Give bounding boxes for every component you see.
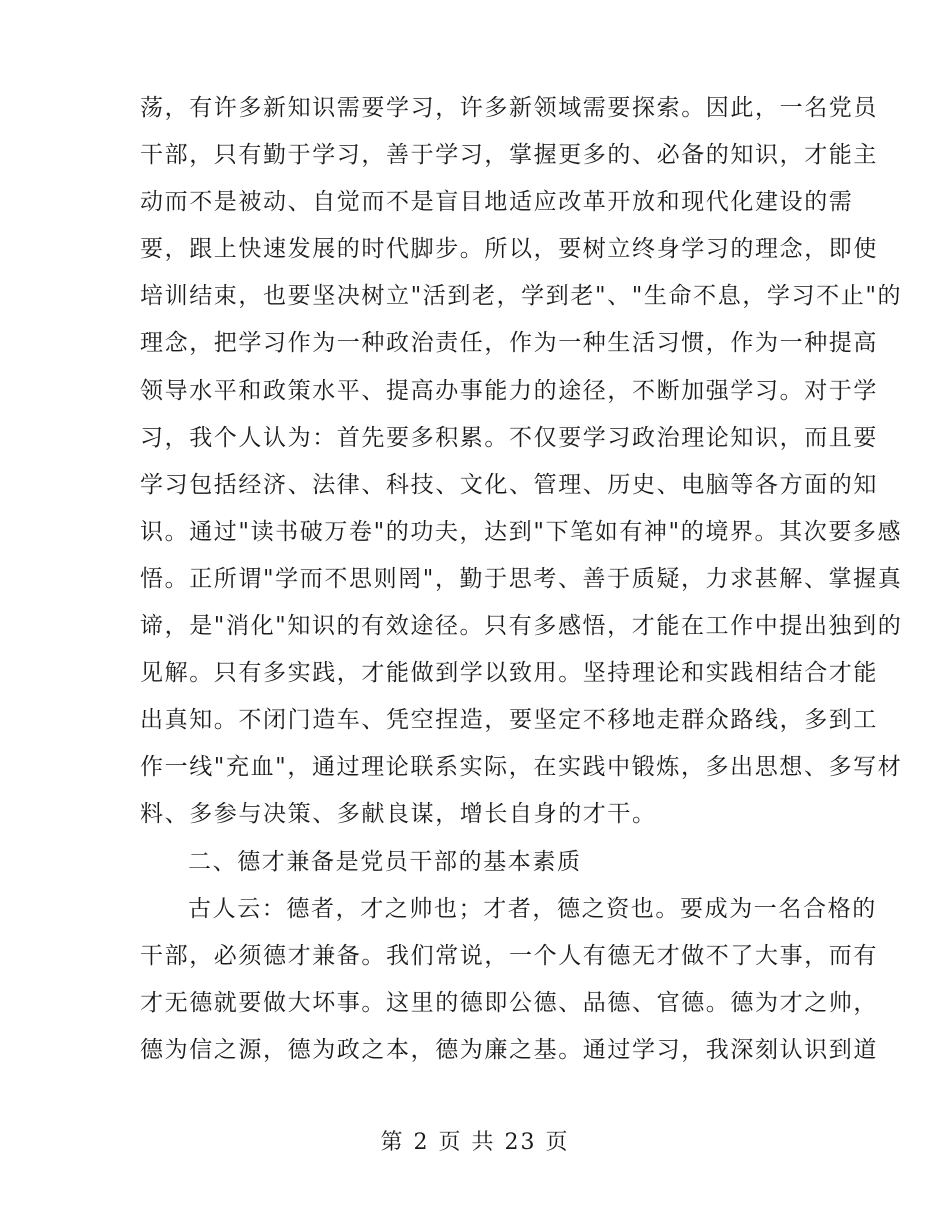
paragraph-line: 动而不是被动、自觉而不是盲目地适应改革开放和现代化建设的需	[140, 189, 854, 216]
document-body	[140, 85, 903, 1074]
paragraph-line: 培训结束，也要坚决树立"活到老，学到老"、"生命不息，学习不止"的	[140, 283, 903, 310]
paragraph-line: 干部，必须德才兼备。我们常说，一个人有德无才做不了大事，而有	[140, 942, 878, 969]
paragraph-line: 要，跟上快速发展的时代脚步。所以，要树立终身学习的理念，即使	[140, 236, 878, 263]
paragraph-line: 料、多参与决策、多献良谋，增长自身的才干。	[140, 801, 657, 828]
paragraph-line: 理念，把学习作为一种政治责任，作为一种生活习惯，作为一种提高	[140, 330, 878, 357]
paragraph-line: 作一线"充血"，通过理论联系实际，在实践中锻炼，多出思想、多写材	[140, 754, 903, 781]
paragraph-line: 识。通过"读书破万卷"的功夫，达到"下笔如有神"的境界。其次要多感	[140, 518, 903, 545]
page-footer: 第 2 页 共 23 页	[380, 1130, 570, 1155]
paragraph-line: 荡，有许多新知识需要学习，许多新领域需要探索。因此，一名党员	[140, 95, 878, 121]
paragraph-line: 悟。正所谓"学而不思则罔"，勤于思考、善于质疑，力求甚解、掌握真	[140, 565, 903, 592]
paragraph-line: 德为信之源，德为政之本，德为廉之基。通过学习，我深刻认识到道	[140, 1036, 878, 1063]
paragraph-line: 学习包括经济、法律、科技、文化、管理、历史、电脑等各方面的知	[140, 471, 878, 498]
paragraph-line: 领导水平和政策水平、提高办事能力的途径，不断加强学习。对于学	[140, 377, 878, 404]
paragraph-line: 见解。只有多实践，才能做到学以致用。坚持理论和实践相结合才能	[140, 660, 878, 687]
paragraph-line: 才无德就要做大坏事。这里的德即公德、品德、官德。德为才之帅，	[140, 989, 878, 1016]
paragraph-line: 谛，是"消化"知识的有效途径。只有多感悟，才能在工作中提出独到的	[140, 613, 903, 640]
paragraph-line: 干部，只有勤于学习，善于学习，掌握更多的、必备的知识，才能主	[140, 142, 878, 169]
paragraph-line-indented: 二、德才兼备是党员干部的基本素质	[188, 848, 582, 875]
paragraph-line: 出真知。不闭门造车、凭空捏造，要坚定不移地走群众路线，多到工	[140, 707, 878, 734]
paragraph-line: 习，我个人认为：首先要多积累。不仅要学习政治理论知识，而且要	[140, 424, 878, 451]
paragraph-line-indented: 古人云：德者，才之帅也；才者，德之资也。要成为一名合格的	[188, 895, 877, 922]
